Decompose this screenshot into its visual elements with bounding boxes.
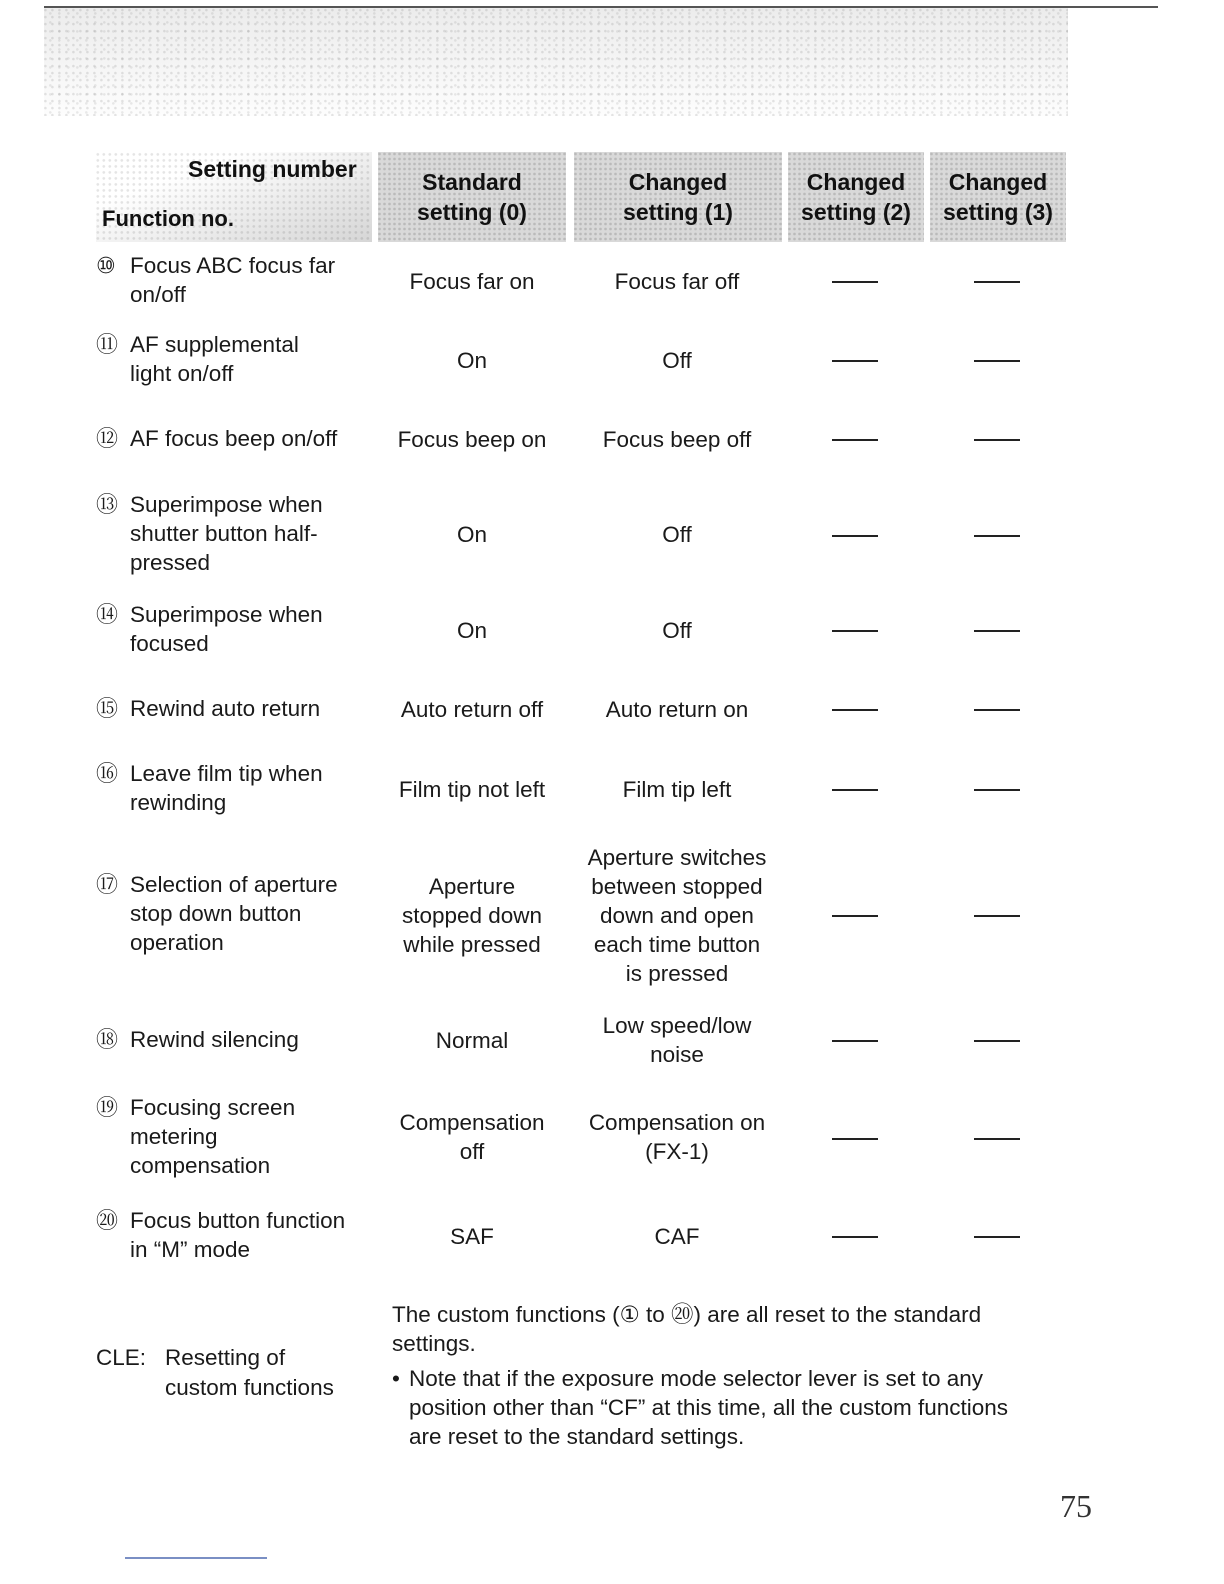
cle-description: The custom functions (① to ⑳) are all reset to the standard settings.	[392, 1302, 982, 1356]
setting-3-dash	[974, 281, 1020, 283]
function-number: ⑰	[96, 872, 119, 897]
changed-setting-1: Film tip left	[622, 776, 732, 802]
column-header-changed-1: Changed setting (1)	[574, 152, 782, 242]
function-number: ⑮	[96, 696, 119, 721]
function-name: Leave film tip when rewinding	[130, 761, 323, 815]
setting-3-dash	[974, 709, 1020, 711]
standard-setting: Film tip not left	[398, 776, 546, 802]
function-no-label: Function no.	[102, 206, 234, 231]
changed-setting-1: Low speed/low noise	[602, 1013, 752, 1067]
function-number: ⑩	[96, 253, 116, 278]
function-number: ⑯	[96, 761, 119, 786]
table-row	[96, 490, 1056, 578]
function-name: Superimpose when focused	[130, 602, 323, 656]
changed-setting-1: Aperture switches between stopped down and open each time button is pressed	[587, 844, 767, 986]
setting-3-dash	[974, 1138, 1020, 1140]
setting-2-dash	[832, 360, 878, 362]
changed-setting-1: CAF	[654, 1223, 700, 1249]
bullet-icon: •	[392, 1366, 400, 1391]
table-row	[96, 694, 1056, 724]
standard-setting: Normal	[435, 1027, 509, 1053]
function-number: ⑲	[96, 1095, 119, 1120]
setting-2-dash	[832, 709, 878, 711]
setting-2-dash	[832, 630, 878, 632]
standard-setting: On	[456, 521, 487, 547]
table-row	[96, 251, 1056, 311]
function-setting-header	[96, 152, 372, 242]
setting-2-dash	[832, 1040, 878, 1042]
standard-setting: On	[456, 617, 487, 643]
function-number: ⑭	[96, 602, 119, 627]
table-row	[96, 330, 1056, 390]
setting-2-dash	[832, 1236, 878, 1238]
table-row	[96, 600, 1056, 660]
table-row	[96, 424, 1056, 454]
standard-setting: Focus beep on	[397, 426, 547, 452]
setting-2-dash	[832, 535, 878, 537]
header-decoration-band	[44, 8, 1068, 116]
function-number: ⑱	[96, 1027, 119, 1052]
standard-setting: Aperture stopped down while pressed	[401, 873, 543, 957]
function-name: Focusing screen metering compensation	[130, 1095, 296, 1178]
cle-note-text: Note that if the exposure mode selector lever is set to any position other than “CF” at this time, all the custom functions are reset to the standard settings.	[409, 1366, 1009, 1449]
setting-2-dash	[832, 281, 878, 283]
column-header-standard: Standard setting (0)	[378, 152, 566, 242]
function-name: Focus ABC focus far on/off	[130, 253, 336, 307]
changed-setting-1: Compensation on (FX-1)	[588, 1110, 766, 1164]
setting-3-dash	[974, 360, 1020, 362]
table-row	[96, 759, 1056, 819]
setting-2-dash	[832, 439, 878, 441]
setting-3-dash	[974, 439, 1020, 441]
column-header-changed-2: Changed setting (2)	[788, 152, 924, 242]
bottom-rule	[125, 1557, 267, 1559]
function-name: Focus button function in “M” mode	[130, 1208, 346, 1262]
standard-setting: Focus far on	[409, 268, 535, 294]
table-row	[96, 1010, 1056, 1070]
changed-setting-1: Auto return on	[605, 696, 749, 722]
cle-section	[96, 1343, 334, 1400]
changed-setting-1: Off	[662, 347, 692, 373]
setting-3-dash	[974, 1040, 1020, 1042]
changed-setting-1: Focus beep off	[602, 426, 752, 452]
setting-3-dash	[974, 535, 1020, 537]
standard-setting: Auto return off	[400, 696, 544, 722]
setting-3-dash	[974, 1236, 1020, 1238]
page-number: 75	[1060, 1488, 1092, 1524]
cle-label: CLE:	[96, 1345, 147, 1370]
function-number: ⑳	[96, 1208, 119, 1233]
cle-title: Resetting of custom functions	[165, 1345, 334, 1400]
standard-setting: Compensation off	[399, 1110, 545, 1164]
column-header-changed-3: Changed setting (3)	[930, 152, 1066, 242]
changed-setting-1: Focus far off	[614, 268, 740, 294]
function-name: Rewind auto return	[130, 696, 321, 721]
function-name: AF focus beep on/off	[130, 426, 338, 451]
changed-setting-1: Off	[662, 521, 692, 547]
standard-setting: SAF	[450, 1223, 494, 1249]
setting-2-dash	[832, 915, 878, 917]
table-row	[96, 1093, 1056, 1181]
function-name: Selection of aperture stop down button operation	[130, 872, 338, 955]
function-number: ⑫	[96, 426, 119, 451]
standard-setting: On	[456, 347, 487, 373]
function-name: AF supplemental light on/off	[130, 332, 299, 386]
setting-2-dash	[832, 789, 878, 791]
setting-2-dash	[832, 1138, 878, 1140]
setting-3-dash	[974, 915, 1020, 917]
setting-3-dash	[974, 789, 1020, 791]
table-row	[96, 1206, 1056, 1266]
function-number: ⑬	[96, 492, 119, 517]
function-name: Superimpose when shutter button half- pressed	[130, 492, 323, 575]
setting-number-label: Setting number	[188, 156, 357, 182]
function-name: Rewind silencing	[130, 1027, 299, 1052]
function-number: ⑪	[96, 332, 119, 357]
changed-setting-1: Off	[662, 617, 692, 643]
setting-3-dash	[974, 630, 1020, 632]
table-row	[96, 842, 1056, 988]
